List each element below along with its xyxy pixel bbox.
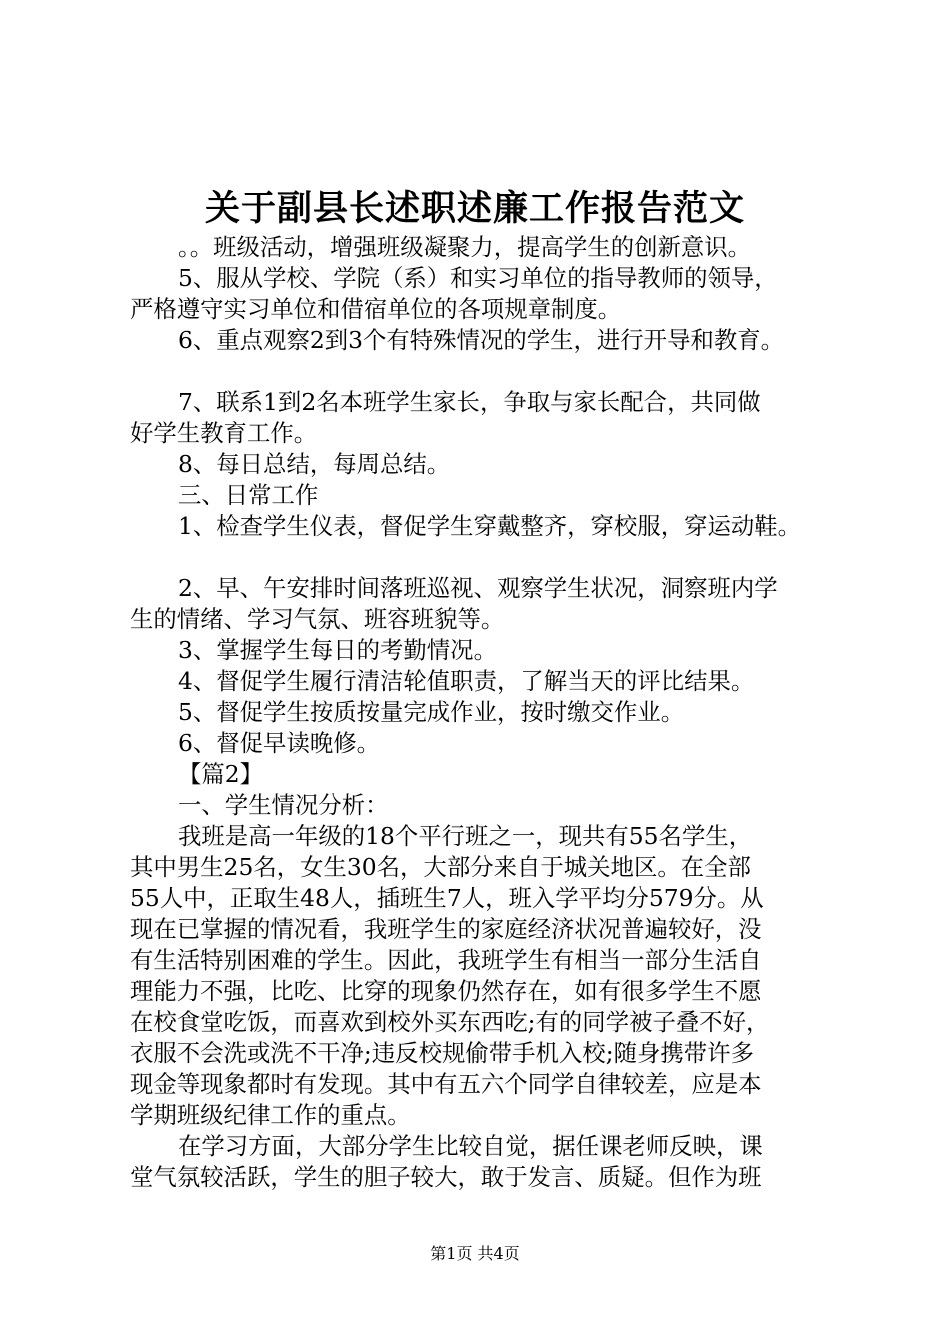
paragraph-line: 。。班级活动，增强班级凝聚力，提高学生的创新意识。: [178, 233, 752, 261]
paragraph-line: 学期班级纪律工作的重点。: [130, 1101, 411, 1129]
paragraph-line: 生的情绪、学习气氛、班容班貌等。: [130, 605, 505, 633]
section-heading: 三、日常工作: [178, 481, 319, 509]
paragraph-line: 现在已掌握的情况看，我班学生的家庭经济状况普遍较好，没: [130, 915, 762, 943]
page-footer: 第1页 共4页: [430, 1244, 520, 1263]
section-heading: 一、学生情况分析：: [178, 791, 389, 819]
paragraph-line: 4、督促学生履行清洁轮值职责，了解当天的评比结果。: [178, 667, 755, 695]
paragraph-line: 5、督促学生按质按量完成作业，按时缴交作业。: [178, 698, 685, 726]
paragraph-line: 7、联系1到2名本班学生家长，争取与家长配合，共同做: [178, 388, 761, 416]
paragraph-line: 55人中，正取生48人，插班生7人，班入学平均分579分。从: [130, 884, 764, 912]
paragraph-line: 衣服不会洗或洗不干净;违反校规偷带手机入校;随身携带许多: [130, 1039, 754, 1067]
paragraph-line: 严格遵守实习单位和借宿单位的各项规章制度。: [130, 295, 622, 323]
paragraph-line: 在学习方面，大部分学生比较自觉，据任课老师反映，课: [178, 1132, 763, 1160]
paragraph-line: 6、重点观察2到3个有特殊情况的学生，进行开导和教育。: [178, 326, 785, 354]
document-body: [130, 232, 850, 1193]
paragraph-line: 理能力不强，比吃、比穿的现象仍然存在，如有很多学生不愿: [130, 977, 762, 1005]
paragraph-line: 2、早、午安排时间落班巡视、观察学生状况，洞察班内学: [178, 574, 778, 602]
paragraph-line: 6、督促早读晚修。: [178, 729, 381, 757]
paragraph-line: 3、掌握学生每日的考勤情况。: [178, 636, 497, 664]
paragraph-line: 有生活特别困难的学生。因此，我班学生有相当一部分生活自: [130, 946, 762, 974]
paragraph-line: 好学生教育工作。: [130, 419, 318, 447]
paragraph-line: 1、检查学生仪表，督促学生穿戴整齐，穿校服，穿运动鞋。: [178, 512, 802, 540]
paragraph-line: 在校食堂吃饭，而喜欢到校外买东西吃;有的同学被子叠不好，: [130, 1008, 770, 1036]
paragraph-line: 我班是高一年级的18个平行班之一，现共有55名学生，: [178, 822, 753, 850]
paragraph-line: 5、服从学校、学院（系）和实习单位的指导教师的领导，: [178, 264, 778, 292]
blank-line: [130, 542, 850, 573]
blank-line: [130, 356, 850, 387]
document-title: 关于副县长述职述廉工作报告范文: [204, 188, 745, 229]
section-heading: 【篇2】: [178, 760, 264, 788]
paragraph-line: 现金等现象都时有发现。其中有五六个同学自律较差，应是本: [130, 1070, 762, 1098]
paragraph-line: 8、每日总结，每周总结。: [178, 450, 451, 478]
paragraph-line: 其中男生25名，女生30名，大部分来自于城关地区。在全部: [130, 853, 751, 881]
paragraph-line: 堂气氛较活跃，学生的胆子较大，敢于发言、质疑。但作为班: [130, 1163, 762, 1191]
